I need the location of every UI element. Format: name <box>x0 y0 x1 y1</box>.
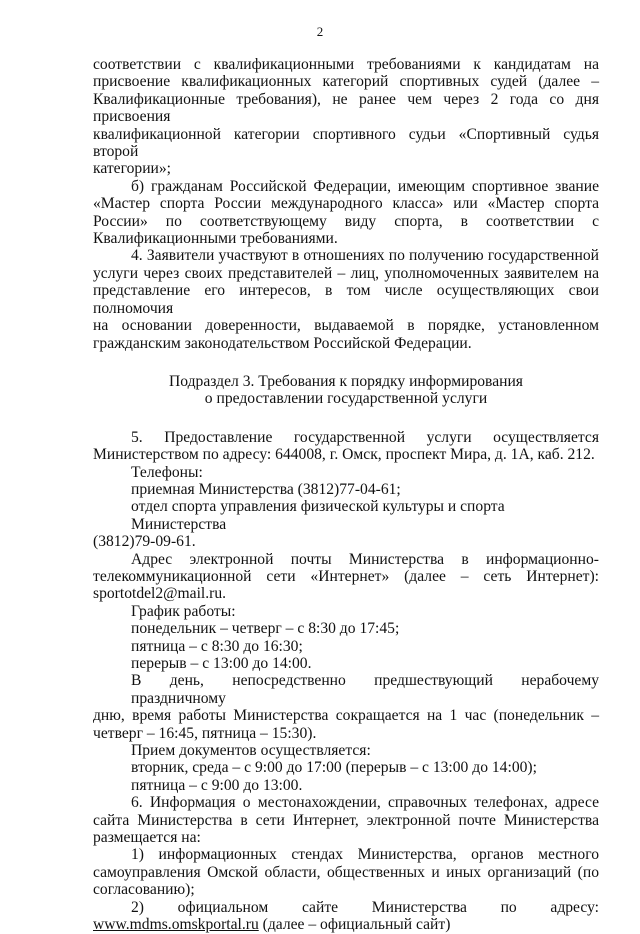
text-line: 2) официальном сайте Министерства по адресу: <box>131 898 599 916</box>
text-line: соответствии с квалификационными требованиями к кандидатам на <box>93 56 599 73</box>
text-line: отдел спорта управления физической культуры и спорта Министерства <box>131 498 505 533</box>
text-line: на основании доверенности, выдаваемой в порядке, установленном <box>93 317 599 335</box>
text-line: размещается на: <box>93 829 201 847</box>
schedule-line: вторник, среда – с 9:00 до 17:00 (перерыв – с 13:00 до 14:00); <box>131 759 537 777</box>
document-body <box>93 56 599 934</box>
text-line: представление его интересов, в том числе осуществляющих свои полномочия <box>93 282 599 317</box>
documents-schedule <box>93 759 599 794</box>
text-line: гражданским законодательством Российской Федерации. <box>93 334 472 352</box>
text-line: присвоение квалификационных категорий спортивных судей (далее – <box>93 73 599 91</box>
text-line: Министерством по адресу: 644008, г. Омск, проспект Мира, д. 1А, каб. 212. <box>93 446 595 464</box>
page-number: 2 <box>316 24 324 39</box>
official-site-link[interactable]: www.mdms.omskportal.ru <box>93 916 259 934</box>
paragraph-pre-holiday <box>93 672 599 742</box>
paragraph-4-representatives <box>93 247 599 351</box>
text-line: согласованию); <box>93 881 195 899</box>
text-line: 5. Предоставление государственной услуги осуществляется <box>131 428 599 446</box>
schedule-line: перерыв – с 13:00 до 14:00. <box>131 655 312 672</box>
phone-reception: приемная Министерства (3812)77-04-61; <box>131 480 401 498</box>
heading-line: о предоставлении государственной услуги <box>204 390 488 408</box>
text-line: 6. Информация о местонахождении, справочных телефонах, адресе <box>131 794 599 812</box>
text-line: Квалификационные требования), не ранее чем через 2 года со дня присвоения <box>93 90 599 126</box>
schedule-label: График работы: <box>131 602 236 620</box>
heading-line: Подраздел 3. Требования к порядку информирования <box>169 372 523 390</box>
paragraph-email <box>93 551 599 603</box>
phones-label: Телефоны: <box>131 463 203 481</box>
text-line: «Мастер спорта России международного класса» или «Мастер спорта <box>93 195 599 213</box>
text-line: 4. Заявители участвуют в отношениях по получению государственной <box>131 247 599 265</box>
text-line: сайта Министерства в сети Интернет, электронной почте Министерства <box>93 811 599 829</box>
list-item-1 <box>93 846 599 898</box>
email-address: sportotdel2@mail.ru. <box>93 585 227 603</box>
text-line: России» по соответствующему виду спорта, в соответствии с <box>93 212 599 230</box>
text-line: телекоммуникационной сети «Интернет» (далее – сеть Интернет): <box>93 567 599 585</box>
list-item-2 <box>93 899 599 934</box>
paragraph-b-sport-title <box>93 178 599 248</box>
subsection-heading <box>93 373 599 408</box>
text-line: услуги через своих представителей – лиц, уполномоченных заявителем на <box>93 264 599 282</box>
text-fragment: (далее – официальный сайт) <box>258 916 451 934</box>
text-line: четверг – 16:45, пятница – 15:30). <box>93 724 317 742</box>
paragraph-5-address <box>93 429 599 464</box>
text-line: 1) информационных стендах Министерства, органов местного <box>131 846 599 864</box>
schedule-line: пятница – с 9:00 до 13:00. <box>131 776 303 794</box>
documents-label: Прием документов осуществляется: <box>131 742 371 760</box>
text-line <box>93 916 599 933</box>
text-line: Квалификационными требованиями. <box>93 230 338 248</box>
text-line: В день, непосредственно предшествующий нерабочему праздничному <box>131 672 599 707</box>
text-line: Адрес электронной почты Министерства в информационно- <box>131 550 599 568</box>
text-line: квалификационной категории спортивного судьи «Спортивный судья второй <box>93 125 599 161</box>
text-line: категории»; <box>93 160 172 178</box>
schedule-line: понедельник – четверг – с 8:30 до 17:45; <box>131 620 400 638</box>
paragraph-qualification-continuation <box>93 56 599 178</box>
text-line: дню, время работы Министерства сокращается на 1 час (понедельник – <box>93 707 599 725</box>
work-schedule <box>93 620 599 672</box>
schedule-line: пятница – с 8:30 до 16:30; <box>131 637 303 655</box>
text-line: самоуправления Омской области, общественных и иных организаций (по <box>93 863 599 881</box>
paragraph-6-information <box>93 794 599 846</box>
phone-sport-department <box>93 498 599 550</box>
text-line: (3812)79-09-61. <box>93 533 196 551</box>
text-line: б) гражданам Российской Федерации, имеющим спортивное звание <box>131 177 599 195</box>
